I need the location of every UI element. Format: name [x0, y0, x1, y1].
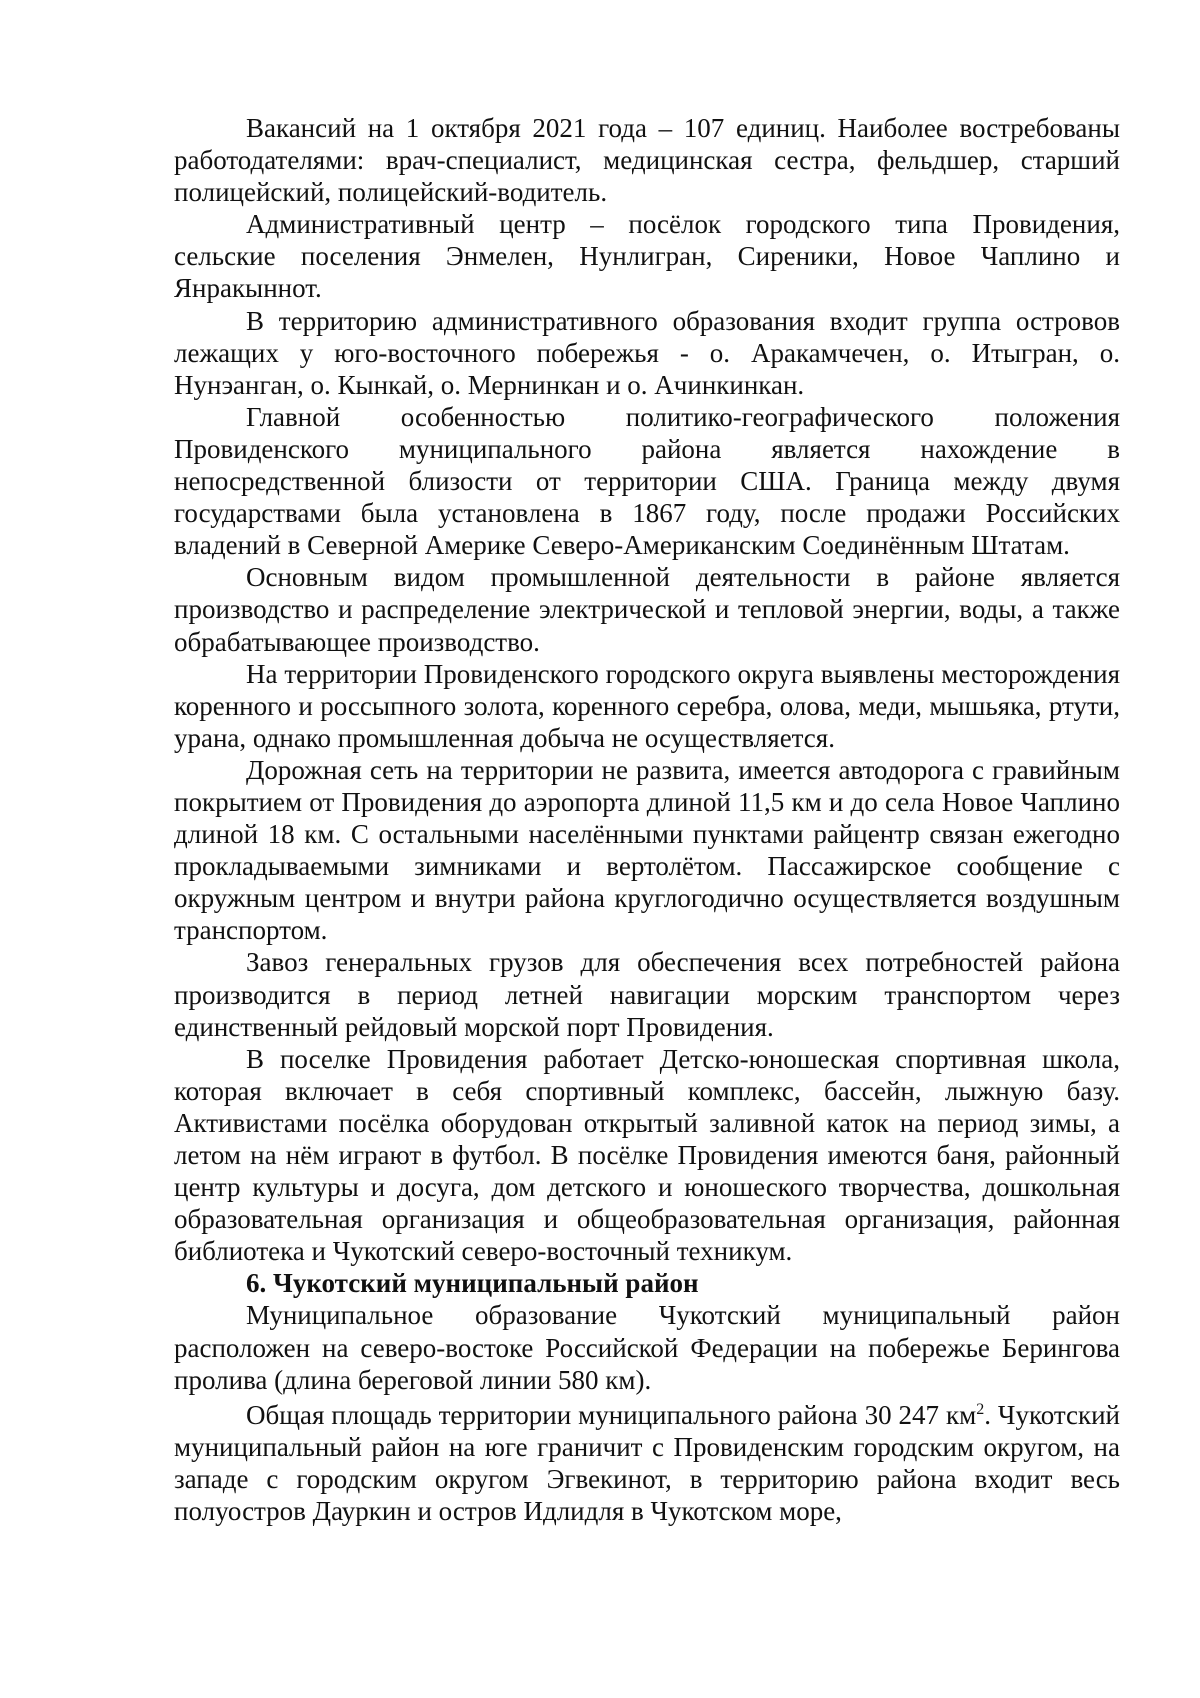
paragraph-deposits: На территории Провиденского городского округа выявлены месторождения коренного и россыпного золота, коренного серебра, олова, меди, мышьяка, ртути, урана, однако промышленная добыча не осуществляется.	[174, 658, 1120, 753]
paragraph-facilities: В поселке Провидения работает Детско-юношеская спортивная школа, которая включает в себя спортивный комплекс, бассейн, лыжную базу. Активистами посёлка оборудован открытый заливной каток на период зимы, а летом на нём играют в футбол. В посёлке Провидения имеются баня, районный центр культуры и досуга, дом детского и юношеского творчества, дошкольная образовательная организация и общеобразовательная организация, районная библиотека и Чукотский северо-восточный техникум.	[174, 1043, 1120, 1267]
area-superscript: 2	[976, 1400, 985, 1418]
paragraph-cargo: Завоз генеральных грузов для обеспечения всех потребностей района производится в период летней навигации морским транспортом через единственный рейдовый морской порт Провидения.	[174, 947, 1120, 1042]
paragraph-islands: В территорию административного образования входит группа островов лежащих у юго-восточного побережья - о. Аракамчечен, о. Итыгран, о. Нунэанган, о. Кынкай, о. Мернинкан и о. Ачинкинкан.	[174, 305, 1120, 400]
paragraph-industry: Основным видом промышленной деятельности в районе является производство и распределение электрической и тепловой энергии, воды, а также обрабатывающее производство.	[174, 562, 1120, 657]
paragraph-chukotsky-area	[174, 1399, 1120, 1527]
paragraph-roads: Дорожная сеть на территории не развита, имеется автодорога с гравийным покрытием от Провидения до аэропорта длиной 11,5 км и до села Новое Чаплино длиной 18 км. С остальными населёнными пунктами райцентр связан ежегодно прокладываемыми зимниками и вертолётом. Пассажирское сообщение с окружным центром и внутри района круглогодично осуществляется воздушным транспортом.	[174, 754, 1120, 946]
paragraph-geopolitical-position: Главной особенностью политико-географического положения Провиденского муниципального района является нахождение в непосредственной близости от территории США. Граница между двумя государствами была установлена в 1867 году, после продажи Российских владений в Северной Америке Северо-Американским Соединённым Штатам.	[174, 401, 1120, 561]
paragraph-vacancies: Вакансий на 1 октября 2021 года – 107 единиц. Наиболее востребованы работодателями: врач-специалист, медицинская сестра, фельдшер, старший полицейский, полицейский-водитель.	[174, 113, 1120, 208]
area-text-part2: . Чукотский муниципальный район на юге граничит с Провиденским городским округом, на западе с городским округом Эгвекинот, в территорию района входит весь полуостров Дауркин и остров Идлидля в Чукотском море,	[174, 1399, 1120, 1527]
paragraph-admin-center: Административный центр – посёлок городского типа Провидения, сельские поселения Энмелен, Нунлигран, Сиреники, Новое Чаплино и Янракыннот.	[174, 209, 1120, 304]
section-heading: 6. Чукотский муниципальный район	[246, 1268, 699, 1299]
document-page	[174, 112, 1120, 1527]
area-text-part1: Общая площадь территории муниципального района 30 247 км	[246, 1399, 977, 1430]
paragraph-chukotsky-location: Муниципальное образование Чукотский муниципальный район расположен на северо-востоке Российской Федерации на побережье Берингова пролива (длина береговой линии 580 км).	[174, 1300, 1120, 1395]
